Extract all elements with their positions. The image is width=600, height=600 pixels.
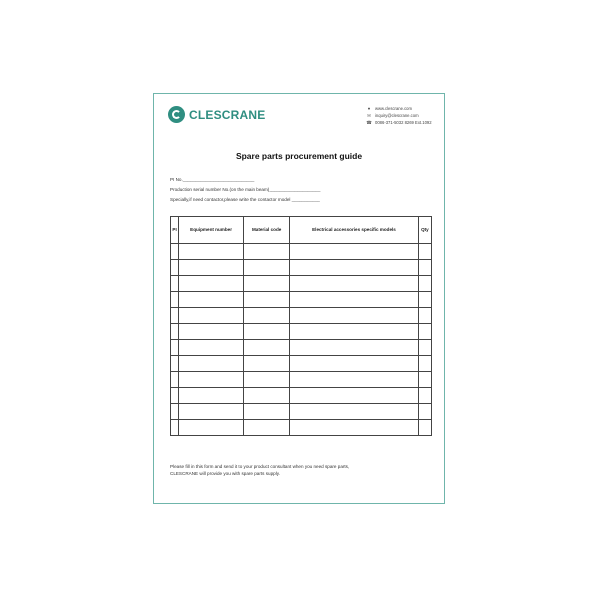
table-cell[interactable] bbox=[244, 292, 290, 308]
table-cell[interactable] bbox=[290, 324, 419, 340]
table-cell[interactable] bbox=[418, 420, 431, 436]
contactor-model-field[interactable]: Specially,if need contactor,please write the contactor model ___________ bbox=[170, 197, 320, 202]
table-body bbox=[171, 244, 432, 436]
table-cell[interactable] bbox=[171, 420, 179, 436]
table-row bbox=[171, 244, 432, 260]
column-header-material-code: Material code bbox=[244, 217, 290, 244]
table-cell[interactable] bbox=[290, 260, 419, 276]
table-cell[interactable] bbox=[244, 356, 290, 372]
table-row bbox=[171, 276, 432, 292]
table-row bbox=[171, 404, 432, 420]
table-row bbox=[171, 340, 432, 356]
table-cell[interactable] bbox=[171, 372, 179, 388]
parts-table bbox=[170, 216, 432, 436]
table-cell[interactable] bbox=[171, 276, 179, 292]
table-cell[interactable] bbox=[290, 388, 419, 404]
table-cell[interactable] bbox=[244, 260, 290, 276]
table-row bbox=[171, 324, 432, 340]
column-header-pi: PI bbox=[171, 217, 179, 244]
table-row bbox=[171, 388, 432, 404]
table-cell[interactable] bbox=[290, 276, 419, 292]
table-cell[interactable] bbox=[179, 420, 244, 436]
table-cell[interactable] bbox=[244, 372, 290, 388]
pi-number-field[interactable]: PI No.____________________________ bbox=[170, 177, 255, 182]
table-cell[interactable] bbox=[179, 276, 244, 292]
table-header-row bbox=[171, 217, 432, 244]
procurement-form-sheet bbox=[153, 93, 445, 504]
table-cell[interactable] bbox=[171, 324, 179, 340]
table-cell[interactable] bbox=[244, 308, 290, 324]
table-cell[interactable] bbox=[171, 260, 179, 276]
website-text: www.clescrane.com bbox=[375, 106, 413, 111]
table-cell[interactable] bbox=[244, 420, 290, 436]
phone-line bbox=[366, 119, 432, 126]
mail-icon: ✉ bbox=[367, 112, 371, 118]
table-cell[interactable] bbox=[418, 292, 431, 308]
table-row bbox=[171, 292, 432, 308]
phone-text: 0086-371-5032 8269 Ext.1092 bbox=[375, 120, 432, 125]
table-cell[interactable] bbox=[418, 388, 431, 404]
table-cell[interactable] bbox=[171, 340, 179, 356]
table-cell[interactable] bbox=[171, 308, 179, 324]
table-cell[interactable] bbox=[179, 404, 244, 420]
table-cell[interactable] bbox=[179, 372, 244, 388]
company-name: CLESCRANE bbox=[189, 107, 266, 122]
table-cell[interactable] bbox=[290, 420, 419, 436]
table-cell[interactable] bbox=[290, 356, 419, 372]
table-cell[interactable] bbox=[244, 244, 290, 260]
globe-icon: ● bbox=[367, 106, 371, 111]
table-cell[interactable] bbox=[171, 292, 179, 308]
table-cell[interactable] bbox=[418, 340, 431, 356]
table-row bbox=[171, 356, 432, 372]
note-line-1: Please fill in this form and send it to your product consultant when you need spare parts, bbox=[170, 464, 350, 469]
company-logo bbox=[168, 106, 265, 123]
table-cell[interactable] bbox=[418, 324, 431, 340]
table-row bbox=[171, 308, 432, 324]
table-cell[interactable] bbox=[244, 340, 290, 356]
table-cell[interactable] bbox=[179, 356, 244, 372]
table-cell[interactable] bbox=[244, 324, 290, 340]
table-cell[interactable] bbox=[418, 244, 431, 260]
table-cell[interactable] bbox=[418, 276, 431, 292]
table-cell[interactable] bbox=[171, 388, 179, 404]
table-cell[interactable] bbox=[418, 356, 431, 372]
table-cell[interactable] bbox=[290, 404, 419, 420]
table-cell[interactable] bbox=[418, 372, 431, 388]
column-header-electrical-accessories: Electrical accessories specific models bbox=[290, 217, 419, 244]
table-cell[interactable] bbox=[290, 292, 419, 308]
table-row bbox=[171, 260, 432, 276]
table-cell[interactable] bbox=[179, 324, 244, 340]
table-cell[interactable] bbox=[290, 308, 419, 324]
email-line bbox=[366, 112, 432, 119]
table-cell[interactable] bbox=[244, 404, 290, 420]
website-line bbox=[366, 105, 432, 112]
phone-icon: ☎ bbox=[366, 119, 372, 125]
column-header-equipment-number: Equipment number bbox=[179, 217, 244, 244]
table-cell[interactable] bbox=[179, 308, 244, 324]
serial-number-field[interactable]: Production serial number No.(on the main beam)____________________ bbox=[170, 187, 321, 192]
table-row bbox=[171, 420, 432, 436]
contact-info bbox=[366, 105, 432, 126]
table-cell[interactable] bbox=[179, 388, 244, 404]
table-cell[interactable] bbox=[171, 404, 179, 420]
table-cell[interactable] bbox=[418, 260, 431, 276]
table-cell[interactable] bbox=[418, 308, 431, 324]
table-cell[interactable] bbox=[171, 244, 179, 260]
note-line-2: CLESCRANE will provide you with spare parts supply. bbox=[170, 470, 280, 476]
table-cell[interactable] bbox=[244, 388, 290, 404]
table-cell[interactable] bbox=[179, 260, 244, 276]
table-cell[interactable] bbox=[290, 372, 419, 388]
table-row bbox=[171, 372, 432, 388]
logo-mark-icon bbox=[168, 106, 185, 123]
instruction-note bbox=[170, 464, 432, 477]
table-cell[interactable] bbox=[418, 404, 431, 420]
table-cell[interactable] bbox=[244, 276, 290, 292]
table-cell[interactable] bbox=[179, 244, 244, 260]
table-cell[interactable] bbox=[179, 340, 244, 356]
table-cell[interactable] bbox=[290, 340, 419, 356]
column-header-qty: Qty bbox=[418, 217, 431, 244]
table-cell[interactable] bbox=[171, 356, 179, 372]
table-cell[interactable] bbox=[179, 292, 244, 308]
email-text: inquiry@clescrane.com bbox=[375, 113, 419, 118]
table-cell[interactable] bbox=[290, 244, 419, 260]
document-title: Spare parts procurement guide bbox=[235, 151, 363, 161]
